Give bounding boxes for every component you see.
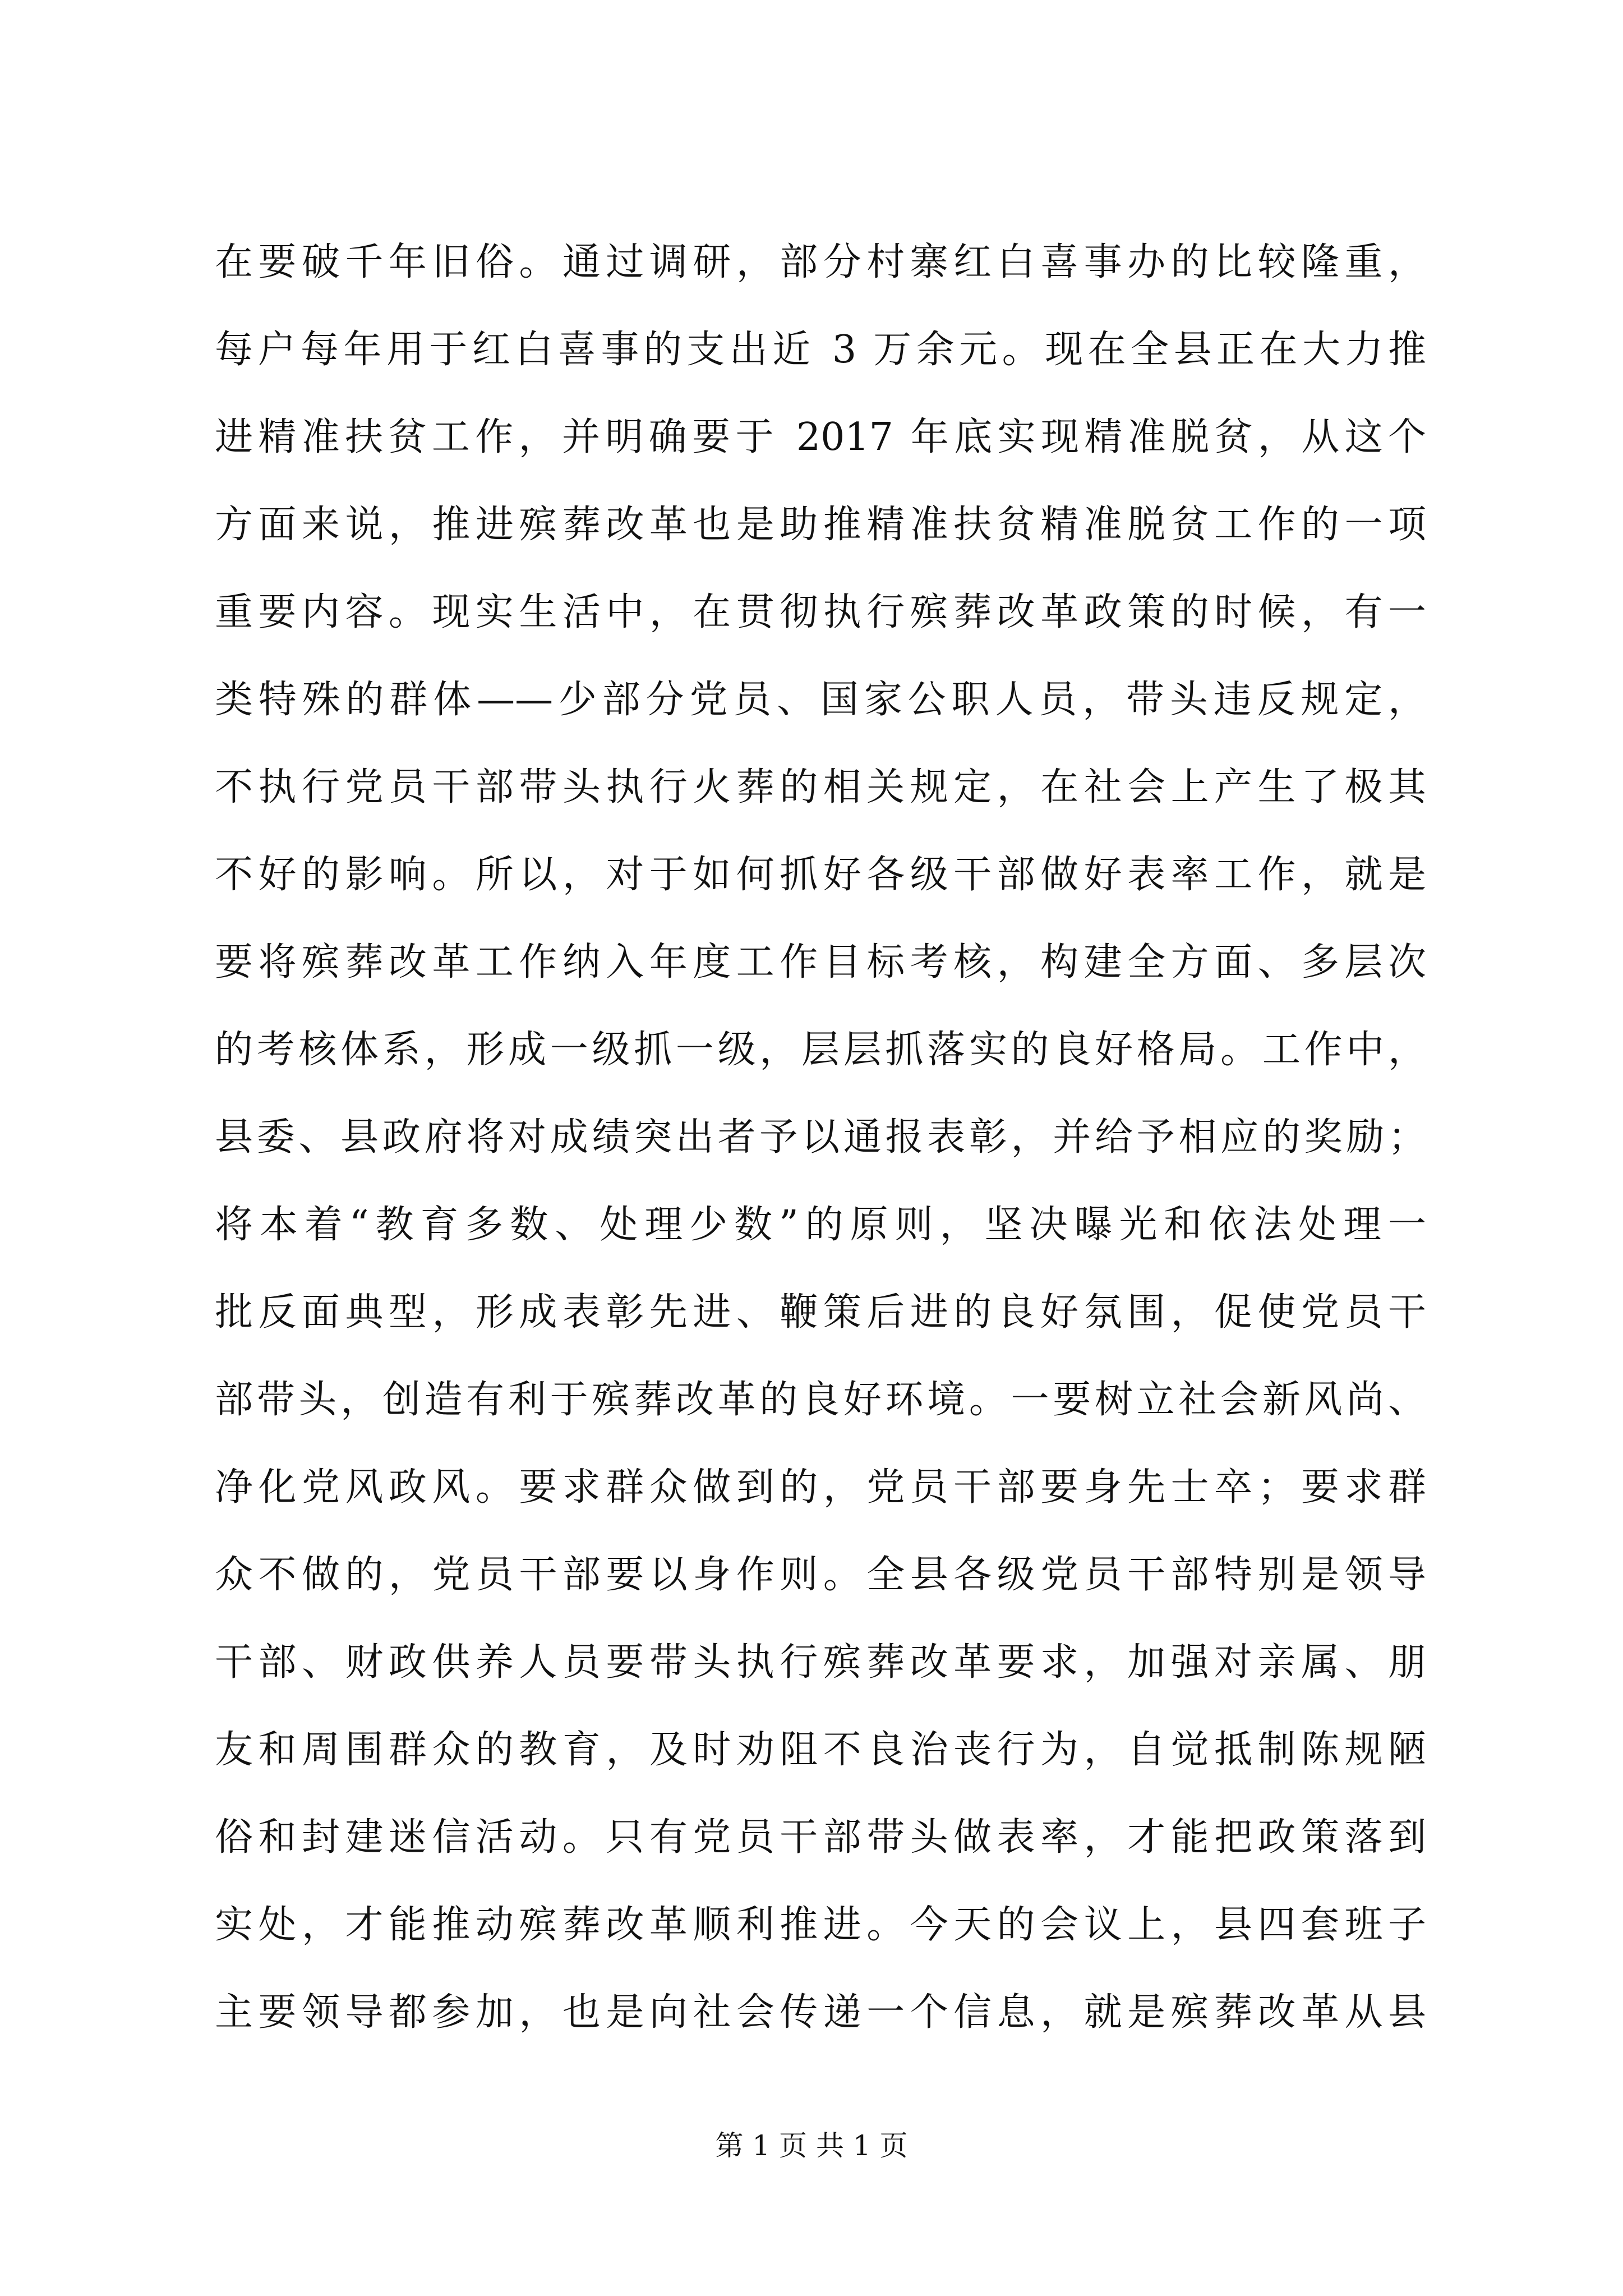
text-line: 进精准扶贫工作，并明确要于 2017 年底实现精准脱贫，从这个 [215,415,1426,459]
text-line: 干部、财政供养人员要带头执行殡葬改革要求，加强对亲属、朋 [215,1640,1426,1685]
text-line: 友和周围群众的教育，及时劝阻不良治丧行为，自觉抵制陈规陋 [215,1728,1426,1772]
text-line: 的考核体系，形成一级抓一级，层层抓落实的良好格局。工作中， [215,1028,1426,1072]
text-line: 批反面典型，形成表彰先进、鞭策后进的良好氛围，促使党员干 [215,1290,1426,1335]
text-line: 部带头，创造有利于殡葬改革的良好环境。一要树立社会新风尚、 [215,1378,1426,1422]
text-line: 重要内容。现实生活中，在贯彻执行殡葬改革政策的时候，有一 [215,590,1426,634]
text-line: 类特殊的群体——少部分党员、国家公职人员，带头违反规定， [215,678,1426,722]
text-line: 净化党风政风。要求群众做到的，党员干部要身先士卒；要求群 [215,1465,1426,1510]
text-line: 实处，才能推动殡葬改革顺利推进。今天的会议上，县四套班子 [215,1903,1426,1947]
body-text [215,219,1426,2056]
text-line: 俗和封建迷信活动。只有党员干部带头做表率，才能把政策落到 [215,1815,1426,1860]
text-line: 不执行党员干部带头执行火葬的相关规定，在社会上产生了极其 [215,765,1426,809]
text-line: 要将殡葬改革工作纳入年度工作目标考核，构建全方面、多层次 [215,940,1426,984]
text-line: 方面来说，推进殡葬改革也是助推精准扶贫精准脱贫工作的一项 [215,503,1426,547]
text-line: 每户每年用于红白喜事的支出近 3 万余元。现在全县正在大力推 [215,328,1426,372]
text-line: 将本着“教育多数、处理少数”的原则，坚决曝光和依法处理一 [215,1203,1426,1247]
text-line: 县委、县政府将对成绩突出者予以通报表彰，并给予相应的奖励； [215,1115,1426,1159]
text-line: 众不做的，党员干部要以身作则。全县各级党员干部特别是领导 [215,1553,1426,1597]
page-number-label: 第 1 页 共 1 页 [715,2129,908,2162]
text-line: 不好的影响。所以，对于如何抓好各级干部做好表率工作，就是 [215,853,1426,897]
page-footer [0,2126,1623,2165]
text-line: 在要破千年旧俗。通过调研，部分村寨红白喜事办的比较隆重， [215,240,1426,284]
text-line: 主要领导都参加，也是向社会传递一个信息，就是殡葬改革从县 [215,1990,1426,2035]
